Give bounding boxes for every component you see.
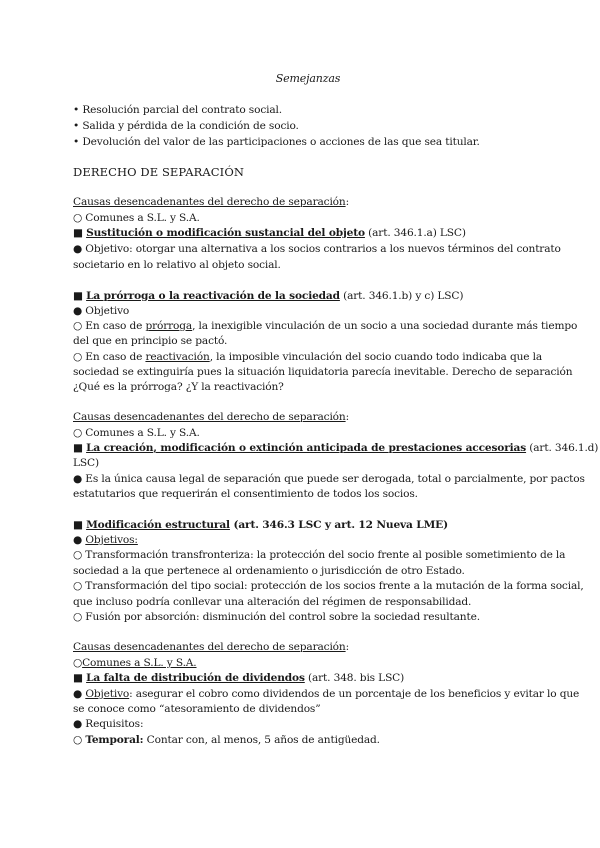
section-heading: DERECHO DE SEPARACIÓN (73, 165, 245, 179)
comunes-line-3: ○Comunes a S.L. y S.A. (73, 657, 197, 669)
reactivacion-line-2: sociedad se extinguiría pues la situación liquidatoria parecía inevitable. Derecho de separación (73, 366, 573, 378)
cause-dividendos: ■ La falta de distribución de dividendos (art. 348. bis LSC) (73, 672, 405, 684)
prorroga-line-2: del que en principio se pactó. (73, 335, 228, 347)
objetivo-objeto-2: societario en lo relativo al objeto social. (73, 259, 281, 271)
page-title: Semejanzas (275, 72, 341, 85)
prestaciones-text-2: estatutarios que requerirán el consentimiento de todos los socios. (73, 488, 418, 500)
cause-modificacion-estructural: ■ Modificación estructural (art. 346.3 LSC y art. 12 Nueva LME) (73, 519, 448, 531)
cause-prorroga: ■ La prórroga o la reactivación de la sociedad (art. 346.1.b) y c) LSC) (73, 290, 464, 302)
causas-line-3: Causas desencadenantes del derecho de separación: (73, 641, 350, 653)
causas-line-2: Causas desencadenantes del derecho de separación: (73, 411, 350, 423)
objetivo-dividendos-1: ● Objetivo: asegurar el cobro como dividendos de un porcentaje de los beneficios y evitar lo que (73, 688, 580, 700)
requisito-temporal: ○ Temporal: Contar con, al menos, 5 años de antigüedad. (73, 734, 380, 746)
cause-objeto: ■ Sustitución o modificación sustancial del objeto (art. 346.1.a) LSC) (73, 227, 466, 239)
prorroga-line-1: ○ En caso de prórroga, la inexigible vinculación de un socio a una sociedad durante más tiempo (73, 320, 578, 332)
cause-prestaciones-cont: LSC) (73, 457, 99, 469)
comunes-line-2: ○ Comunes a S.L. y S.A. (73, 427, 200, 439)
requisitos-label: ● Requisitos: (73, 718, 144, 730)
estructural-line-1: ○ Transformación transfronteriza: la protección del socio frente al posible sometimiento de la (73, 549, 566, 561)
objetivos-label: ● Objetivos: (73, 534, 138, 546)
objetivo-prorroga: ● Objetivo (73, 305, 130, 317)
objetivo-dividendos-2: se conoce como “atesoramiento de dividendos” (73, 703, 321, 715)
objetivo-objeto-1: ● Objetivo: otorgar una alternativa a los socios contrarios a los nuevos términos del contrato (73, 243, 561, 255)
intro-bullet-2: • Salida y pérdida de la condición de socio. (73, 120, 299, 132)
reactivacion-line-1: ○ En caso de reactivación, la imposible vinculación del socio cuando todo indicaba que la (73, 351, 542, 363)
estructural-line-2: sociedad a la que pertenece al ordenamiento o jurisdicción de otro Estado. (73, 565, 465, 577)
comunes-line-1: ○ Comunes a S.L. y S.A. (73, 212, 200, 224)
prestaciones-text-1: ● Es la única causa legal de separación que puede ser derogada, total o parcialmente, por pactos (73, 473, 585, 485)
estructural-line-5: ○ Fusión por absorción: disminución del control sobre la sociedad resultante. (73, 611, 480, 623)
estructural-line-4: que incluso podría conllevar una alteración del régimen de responsabilidad. (73, 596, 472, 608)
causas-line-1: Causas desencadenantes del derecho de separación: (73, 196, 350, 208)
estructural-line-3: ○ Transformación del tipo social: protección de los socios frente a la mutación de la forma social, (73, 580, 584, 592)
intro-bullet-1: • Resolución parcial del contrato social. (73, 104, 282, 116)
intro-bullet-3: • Devolución del valor de las participaciones o acciones de las que sea titular. (73, 136, 480, 148)
cause-prestaciones: ■ La creación, modificación o extinción anticipada de prestaciones accesorias (art. 346.1.d) (73, 442, 599, 454)
reactivacion-line-3: ¿Qué es la prórroga? ¿Y la reactivación? (73, 381, 284, 393)
